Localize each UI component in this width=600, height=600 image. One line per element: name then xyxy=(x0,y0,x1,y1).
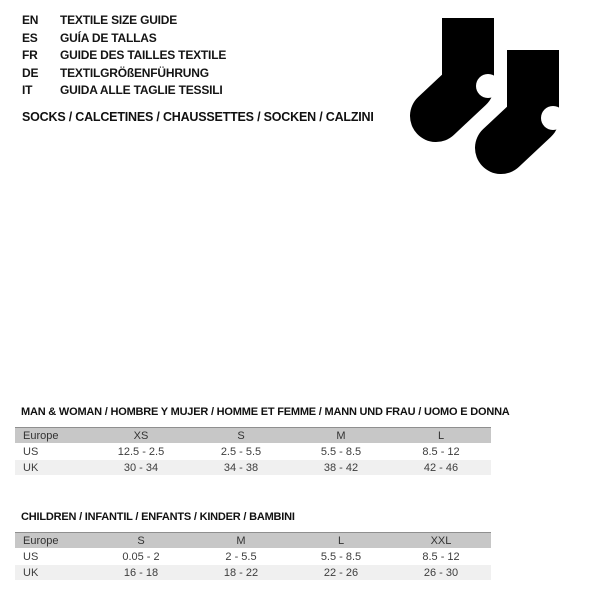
language-title: GUIDE DES TAILLES TEXTILE xyxy=(60,48,227,62)
row-label: US xyxy=(23,550,39,563)
size-table-man-woman xyxy=(15,426,491,476)
column-header-size: XXL xyxy=(391,532,491,548)
row-label: UK xyxy=(15,565,91,580)
sock-back xyxy=(436,18,500,116)
language-code: DE xyxy=(22,65,39,80)
column-header-region: Europe xyxy=(15,532,91,548)
table-header-row xyxy=(15,427,491,443)
language-title: TEXTILGRÖßENFÜHRUNG xyxy=(60,65,209,80)
socks-icon xyxy=(405,10,560,180)
column-header-size: S xyxy=(191,427,291,443)
size-value: 16 - 18 xyxy=(91,565,191,580)
size-value: 5.5 - 8.5 xyxy=(320,550,362,563)
size-table-children xyxy=(15,531,491,581)
sock-front xyxy=(501,45,560,148)
table-row-us xyxy=(15,549,491,564)
size-value: 34 - 38 xyxy=(191,460,291,475)
language-title: GUÍA DE TALLAS xyxy=(60,30,157,45)
column-header-size: XS xyxy=(91,427,191,443)
section-children xyxy=(15,511,491,581)
size-value: 8.5 - 12 xyxy=(422,445,460,458)
language-row-de xyxy=(22,65,226,83)
section-man-woman xyxy=(15,406,510,476)
language-title: TEXTILE SIZE GUIDE xyxy=(60,13,178,27)
table-row-uk xyxy=(15,565,491,580)
language-row-es xyxy=(22,30,226,48)
table-header-row xyxy=(15,532,491,548)
size-value: 2 - 5.5 xyxy=(225,550,257,563)
column-header-size: L xyxy=(391,427,491,443)
row-label: US xyxy=(23,445,39,458)
size-value: 22 - 26 xyxy=(291,565,391,580)
language-code: IT xyxy=(22,83,33,97)
size-value: 12.5 - 2.5 xyxy=(117,445,165,458)
column-header-size: L xyxy=(291,532,391,548)
table-row-us xyxy=(15,444,491,459)
size-value: 18 - 22 xyxy=(191,565,291,580)
size-value: 2.5 - 5.5 xyxy=(220,445,262,458)
size-value: 26 - 30 xyxy=(391,565,491,580)
language-row-it xyxy=(22,82,226,100)
language-list xyxy=(22,12,226,100)
size-value: 30 - 34 xyxy=(91,460,191,475)
column-header-region: Europe xyxy=(15,427,91,443)
size-value: 5.5 - 8.5 xyxy=(320,445,362,458)
column-header-size: M xyxy=(291,427,391,443)
category-title: SOCKS / CALCETINES / CHAUSSETTES / SOCKEN / CALZINI xyxy=(22,110,374,124)
language-code: ES xyxy=(22,30,38,45)
table-row-uk xyxy=(15,460,491,475)
language-row-en xyxy=(22,12,226,30)
language-code: EN xyxy=(22,13,39,27)
size-value: 0.05 - 2 xyxy=(122,550,160,563)
language-row-fr xyxy=(22,47,226,65)
column-header-size: M xyxy=(191,532,291,548)
language-code: FR xyxy=(22,48,38,62)
language-title: GUIDA ALLE TAGLIE TESSILI xyxy=(60,83,223,97)
section-title: MAN & WOMAN / HOMBRE Y MUJER / HOMME ET FEMME / MANN UND FRAU / UOMO E DONNA xyxy=(21,406,510,418)
column-header-size: S xyxy=(91,532,191,548)
size-value: 42 - 46 xyxy=(391,460,491,475)
size-value: 8.5 - 12 xyxy=(422,550,460,563)
section-title: CHILDREN / INFANTIL / ENFANTS / KINDER / BAMBINI xyxy=(21,511,295,523)
row-label: UK xyxy=(15,460,91,475)
size-value: 38 - 42 xyxy=(291,460,391,475)
